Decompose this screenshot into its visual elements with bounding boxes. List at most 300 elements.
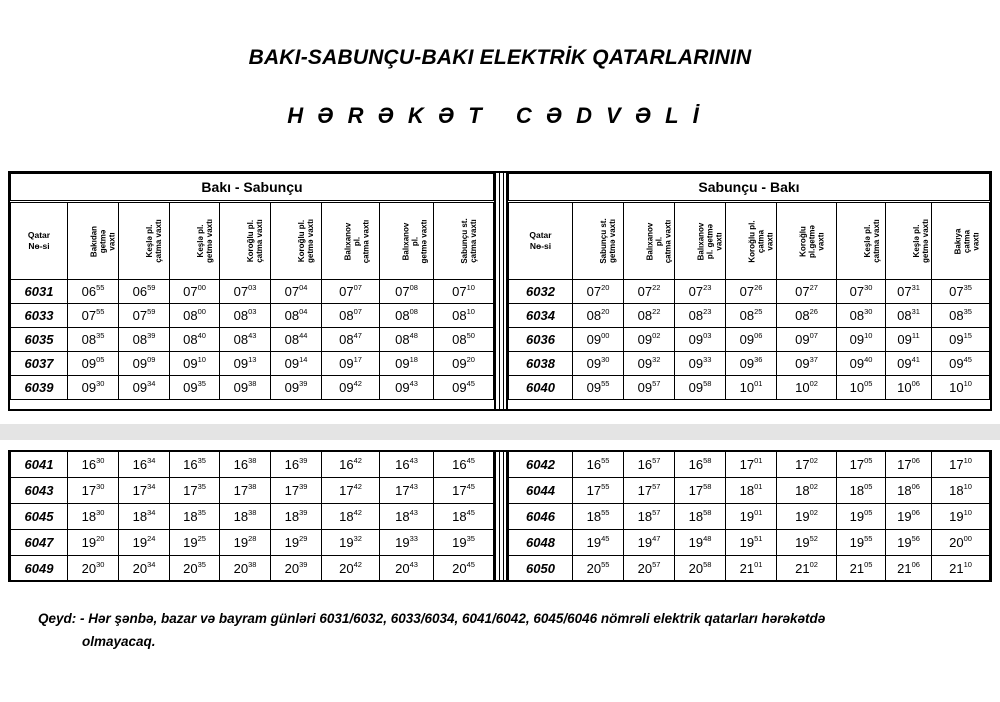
time-cell bbox=[322, 280, 380, 304]
time-cell bbox=[726, 352, 777, 376]
time-minute: 05 bbox=[864, 456, 873, 465]
time-hour: 19 bbox=[452, 535, 467, 550]
time-hour: 08 bbox=[284, 308, 300, 323]
time-minute: 03 bbox=[248, 307, 257, 316]
time-cell bbox=[220, 504, 271, 530]
time-hour: 08 bbox=[183, 308, 198, 323]
time-minute: 35 bbox=[96, 331, 105, 340]
time-hour: 09 bbox=[739, 332, 755, 347]
time-minute: 17 bbox=[353, 355, 362, 364]
time-minute: 18 bbox=[409, 355, 418, 364]
time-minute: 30 bbox=[96, 379, 105, 388]
time-hour: 10 bbox=[795, 380, 810, 395]
time-minute: 33 bbox=[409, 534, 418, 543]
column-header-label: Keşlə pl. getmə vaxtı bbox=[912, 218, 930, 264]
time-cell bbox=[777, 328, 837, 352]
column-header-label: Balıxanov pl. getmə vaxtı bbox=[696, 222, 724, 260]
column-header-label: Balıxanov pl. çatma vaxtı bbox=[343, 219, 371, 263]
time-cell bbox=[434, 478, 494, 504]
time-cell bbox=[220, 304, 271, 328]
time-minute: 26 bbox=[754, 283, 763, 292]
time-minute: 30 bbox=[96, 560, 105, 569]
time-hour: 09 bbox=[395, 356, 410, 371]
time-minute: 10 bbox=[466, 283, 475, 292]
document-title: BAKI-SABUNÇU-BAKI ELEKTRİK QATARLARININ bbox=[248, 46, 752, 69]
time-minute: 34 bbox=[147, 482, 156, 491]
time-hour: 19 bbox=[849, 535, 865, 550]
time-hour: 08 bbox=[897, 308, 912, 323]
time-minute: 55 bbox=[601, 379, 610, 388]
time-cell bbox=[726, 504, 777, 530]
time-hour: 07 bbox=[949, 284, 964, 299]
time-cell bbox=[322, 452, 380, 478]
time-cell bbox=[932, 478, 990, 504]
time-hour: 17 bbox=[81, 483, 97, 498]
footnote-continuation: olmayacaq. bbox=[82, 634, 156, 649]
time-minute: 35 bbox=[466, 534, 475, 543]
column-header bbox=[322, 202, 380, 280]
train-number: 6043 bbox=[11, 478, 68, 504]
time-cell bbox=[68, 304, 119, 328]
time-cell bbox=[726, 304, 777, 328]
time-cell bbox=[624, 556, 675, 582]
time-cell bbox=[837, 478, 886, 504]
time-cell bbox=[119, 504, 170, 530]
time-hour: 18 bbox=[849, 483, 865, 498]
time-minute: 02 bbox=[809, 560, 818, 569]
time-minute: 38 bbox=[248, 482, 257, 491]
time-cell bbox=[573, 376, 624, 400]
time-cell bbox=[675, 530, 726, 556]
time-hour: 17 bbox=[586, 483, 602, 498]
time-minute: 32 bbox=[652, 355, 661, 364]
time-cell bbox=[624, 530, 675, 556]
time-minute: 11 bbox=[911, 331, 920, 340]
time-cell bbox=[119, 376, 170, 400]
time-cell bbox=[777, 530, 837, 556]
time-minute: 55 bbox=[96, 283, 105, 292]
time-cell bbox=[675, 478, 726, 504]
time-minute: 43 bbox=[409, 482, 418, 491]
time-minute: 45 bbox=[466, 508, 475, 517]
time-hour: 19 bbox=[688, 535, 704, 550]
time-hour: 07 bbox=[688, 284, 704, 299]
column-header bbox=[624, 202, 675, 280]
time-hour: 08 bbox=[395, 332, 410, 347]
time-hour: 21 bbox=[897, 561, 912, 576]
column-header-label: Koroğlu pl. getmə vaxtı bbox=[297, 218, 315, 264]
column-header bbox=[886, 202, 932, 280]
time-hour: 20 bbox=[395, 561, 410, 576]
time-cell bbox=[119, 478, 170, 504]
time-hour: 19 bbox=[395, 535, 410, 550]
time-cell bbox=[170, 304, 220, 328]
time-hour: 17 bbox=[897, 457, 912, 472]
train-number: 6042 bbox=[509, 452, 573, 478]
column-header bbox=[119, 202, 170, 280]
time-cell bbox=[380, 352, 434, 376]
time-hour: 09 bbox=[586, 356, 602, 371]
time-cell bbox=[434, 352, 494, 376]
time-hour: 20 bbox=[586, 561, 602, 576]
time-cell bbox=[675, 352, 726, 376]
column-header-label: Koroğlu pl.getmə vaxtı bbox=[798, 224, 826, 258]
column-header bbox=[68, 202, 119, 280]
time-minute: 10 bbox=[963, 379, 972, 388]
time-minute: 05 bbox=[864, 482, 873, 491]
time-cell bbox=[886, 376, 932, 400]
table-sabuncu-baki-morning bbox=[508, 173, 990, 400]
time-hour: 07 bbox=[849, 284, 865, 299]
time-minute: 08 bbox=[409, 283, 418, 292]
time-minute: 40 bbox=[197, 331, 206, 340]
time-cell bbox=[119, 328, 170, 352]
time-hour: 09 bbox=[897, 356, 912, 371]
schedule-block-morning bbox=[8, 171, 992, 411]
time-minute: 02 bbox=[809, 456, 818, 465]
time-hour: 08 bbox=[688, 308, 704, 323]
time-minute: 01 bbox=[754, 482, 763, 491]
time-cell bbox=[170, 556, 220, 582]
time-hour: 09 bbox=[132, 356, 148, 371]
table-baki-sabuncu-evening bbox=[10, 452, 494, 582]
footnote bbox=[38, 607, 825, 653]
time-cell bbox=[573, 530, 624, 556]
time-hour: 07 bbox=[586, 284, 602, 299]
time-minute: 02 bbox=[809, 379, 818, 388]
time-hour: 19 bbox=[81, 535, 97, 550]
table-row bbox=[509, 556, 990, 582]
time-cell bbox=[886, 280, 932, 304]
train-number: 6044 bbox=[509, 478, 573, 504]
time-hour: 08 bbox=[132, 332, 148, 347]
time-cell bbox=[837, 376, 886, 400]
time-cell bbox=[220, 478, 271, 504]
time-hour: 08 bbox=[849, 308, 865, 323]
table-row bbox=[11, 280, 494, 304]
time-hour: 06 bbox=[81, 284, 97, 299]
time-minute: 06 bbox=[911, 379, 920, 388]
time-minute: 15 bbox=[963, 331, 972, 340]
time-hour: 08 bbox=[795, 308, 810, 323]
time-cell bbox=[271, 280, 322, 304]
time-minute: 05 bbox=[96, 355, 105, 364]
time-cell bbox=[573, 304, 624, 328]
time-hour: 18 bbox=[637, 509, 653, 524]
time-hour: 07 bbox=[132, 308, 148, 323]
time-cell bbox=[434, 376, 494, 400]
time-hour: 09 bbox=[795, 332, 810, 347]
time-cell bbox=[675, 304, 726, 328]
time-hour: 17 bbox=[284, 483, 300, 498]
time-cell bbox=[777, 376, 837, 400]
time-minute: 57 bbox=[652, 379, 661, 388]
table-row bbox=[509, 376, 990, 400]
time-hour: 18 bbox=[688, 509, 704, 524]
time-cell bbox=[220, 376, 271, 400]
time-cell bbox=[573, 504, 624, 530]
time-minute: 34 bbox=[147, 379, 156, 388]
table-row bbox=[509, 478, 990, 504]
time-hour: 16 bbox=[586, 457, 602, 472]
time-minute: 43 bbox=[409, 456, 418, 465]
time-minute: 10 bbox=[963, 482, 972, 491]
column-header-label: Sabunçu st. çatma vaxtı bbox=[460, 218, 478, 264]
time-minute: 07 bbox=[809, 331, 818, 340]
column-header-label: Keşlə pl. çatma vaxtı bbox=[145, 219, 163, 263]
time-cell bbox=[119, 452, 170, 478]
time-minute: 23 bbox=[703, 307, 712, 316]
time-minute: 35 bbox=[963, 283, 972, 292]
time-minute: 26 bbox=[809, 307, 818, 316]
time-hour: 08 bbox=[233, 308, 249, 323]
time-hour: 17 bbox=[688, 483, 704, 498]
time-cell bbox=[777, 478, 837, 504]
time-minute: 36 bbox=[754, 355, 763, 364]
time-hour: 09 bbox=[81, 356, 97, 371]
time-hour: 18 bbox=[452, 509, 467, 524]
table-row bbox=[509, 304, 990, 328]
table-separator bbox=[494, 452, 508, 580]
time-cell bbox=[624, 328, 675, 352]
time-minute: 57 bbox=[652, 456, 661, 465]
time-hour: 09 bbox=[849, 356, 865, 371]
time-cell bbox=[68, 280, 119, 304]
time-minute: 45 bbox=[466, 482, 475, 491]
time-hour: 09 bbox=[395, 380, 410, 395]
train-number: 6037 bbox=[11, 352, 68, 376]
time-cell bbox=[380, 504, 434, 530]
time-cell bbox=[726, 530, 777, 556]
time-minute: 28 bbox=[248, 534, 257, 543]
time-minute: 45 bbox=[466, 560, 475, 569]
time-minute: 30 bbox=[864, 307, 873, 316]
time-cell bbox=[675, 556, 726, 582]
time-cell bbox=[271, 478, 322, 504]
time-minute: 00 bbox=[963, 534, 972, 543]
time-hour: 19 bbox=[339, 535, 354, 550]
time-cell bbox=[932, 328, 990, 352]
time-hour: 21 bbox=[739, 561, 755, 576]
time-minute: 58 bbox=[703, 482, 712, 491]
time-hour: 08 bbox=[637, 308, 653, 323]
time-hour: 16 bbox=[637, 457, 653, 472]
time-minute: 42 bbox=[353, 482, 362, 491]
time-hour: 09 bbox=[284, 380, 300, 395]
time-minute: 01 bbox=[754, 560, 763, 569]
time-minute: 10 bbox=[963, 560, 972, 569]
time-minute: 58 bbox=[703, 456, 712, 465]
time-minute: 00 bbox=[197, 307, 206, 316]
train-number: 6032 bbox=[509, 280, 573, 304]
time-minute: 06 bbox=[911, 560, 920, 569]
time-cell bbox=[886, 556, 932, 582]
time-minute: 10 bbox=[466, 307, 475, 316]
time-hour: 20 bbox=[132, 561, 148, 576]
time-minute: 39 bbox=[299, 379, 308, 388]
time-hour: 09 bbox=[739, 356, 755, 371]
time-cell bbox=[271, 452, 322, 478]
time-minute: 10 bbox=[864, 331, 873, 340]
time-minute: 43 bbox=[409, 560, 418, 569]
time-minute: 58 bbox=[703, 560, 712, 569]
time-hour: 19 bbox=[284, 535, 300, 550]
time-cell bbox=[271, 376, 322, 400]
time-minute: 42 bbox=[353, 560, 362, 569]
time-cell bbox=[932, 530, 990, 556]
time-minute: 01 bbox=[754, 379, 763, 388]
time-minute: 01 bbox=[754, 508, 763, 517]
time-minute: 42 bbox=[353, 456, 362, 465]
train-number: 6031 bbox=[11, 280, 68, 304]
time-minute: 02 bbox=[809, 482, 818, 491]
time-hour: 07 bbox=[233, 284, 249, 299]
table-row bbox=[509, 352, 990, 376]
time-minute: 30 bbox=[864, 283, 873, 292]
train-number: 6034 bbox=[509, 304, 573, 328]
time-cell bbox=[886, 452, 932, 478]
time-minute: 02 bbox=[652, 331, 661, 340]
time-hour: 18 bbox=[739, 483, 755, 498]
time-cell bbox=[777, 452, 837, 478]
time-hour: 16 bbox=[284, 457, 300, 472]
time-minute: 58 bbox=[703, 508, 712, 517]
time-hour: 17 bbox=[637, 483, 653, 498]
column-header bbox=[573, 202, 624, 280]
time-hour: 19 bbox=[637, 535, 653, 550]
time-cell bbox=[434, 452, 494, 478]
time-cell bbox=[322, 478, 380, 504]
time-hour: 07 bbox=[795, 284, 810, 299]
time-cell bbox=[380, 328, 434, 352]
time-cell bbox=[68, 478, 119, 504]
time-cell bbox=[886, 504, 932, 530]
train-number: 6039 bbox=[11, 376, 68, 400]
time-cell bbox=[573, 352, 624, 376]
document-subtitle: HƏRƏKƏT CƏDVƏLİ bbox=[287, 103, 713, 128]
schedule-block-evening bbox=[8, 450, 992, 582]
time-cell bbox=[68, 452, 119, 478]
time-minute: 20 bbox=[601, 283, 610, 292]
time-cell bbox=[886, 478, 932, 504]
time-cell bbox=[886, 530, 932, 556]
time-cell bbox=[837, 352, 886, 376]
time-cell bbox=[434, 304, 494, 328]
time-hour: 10 bbox=[739, 380, 755, 395]
time-hour: 18 bbox=[284, 509, 300, 524]
time-hour: 19 bbox=[795, 509, 810, 524]
time-hour: 09 bbox=[233, 380, 249, 395]
time-cell bbox=[68, 530, 119, 556]
time-hour: 16 bbox=[339, 457, 354, 472]
time-minute: 41 bbox=[911, 355, 920, 364]
time-hour: 19 bbox=[233, 535, 249, 550]
time-hour: 16 bbox=[452, 457, 467, 472]
time-hour: 07 bbox=[637, 284, 653, 299]
table-row bbox=[11, 452, 494, 478]
time-minute: 27 bbox=[809, 283, 818, 292]
time-minute: 06 bbox=[754, 331, 763, 340]
time-minute: 35 bbox=[197, 456, 206, 465]
time-cell bbox=[932, 280, 990, 304]
time-cell bbox=[837, 452, 886, 478]
time-hour: 10 bbox=[897, 380, 912, 395]
column-header-label: Koroğlu pl. çatma vaxtı bbox=[747, 219, 775, 263]
time-hour: 09 bbox=[949, 332, 964, 347]
time-minute: 55 bbox=[601, 456, 610, 465]
time-cell bbox=[271, 556, 322, 582]
time-cell bbox=[675, 504, 726, 530]
time-cell bbox=[837, 530, 886, 556]
table-row bbox=[11, 556, 494, 582]
table-row bbox=[509, 328, 990, 352]
time-minute: 48 bbox=[409, 331, 418, 340]
column-header-label: Balıxanov pl. getmə vaxtı bbox=[401, 218, 429, 264]
time-cell bbox=[68, 352, 119, 376]
time-cell bbox=[271, 304, 322, 328]
train-number: 6048 bbox=[509, 530, 573, 556]
time-minute: 57 bbox=[652, 560, 661, 569]
time-cell bbox=[119, 352, 170, 376]
column-header bbox=[675, 202, 726, 280]
time-cell bbox=[380, 530, 434, 556]
time-cell bbox=[573, 328, 624, 352]
time-hour: 08 bbox=[284, 332, 300, 347]
time-cell bbox=[220, 280, 271, 304]
table-row bbox=[11, 376, 494, 400]
time-minute: 07 bbox=[353, 283, 362, 292]
time-cell bbox=[434, 504, 494, 530]
time-minute: 38 bbox=[248, 508, 257, 517]
time-minute: 42 bbox=[353, 379, 362, 388]
time-cell bbox=[675, 280, 726, 304]
time-cell bbox=[726, 478, 777, 504]
time-minute: 48 bbox=[703, 534, 712, 543]
time-cell bbox=[380, 376, 434, 400]
column-header-label: Keşlə pl. getmə vaxtı bbox=[196, 218, 214, 264]
time-hour: 17 bbox=[949, 457, 964, 472]
time-cell bbox=[220, 556, 271, 582]
time-cell bbox=[932, 556, 990, 582]
time-hour: 07 bbox=[452, 284, 467, 299]
time-cell bbox=[322, 530, 380, 556]
train-number: 6050 bbox=[509, 556, 573, 582]
time-minute: 43 bbox=[409, 379, 418, 388]
time-hour: 09 bbox=[81, 380, 97, 395]
time-hour: 09 bbox=[183, 356, 198, 371]
time-cell bbox=[886, 352, 932, 376]
time-minute: 32 bbox=[353, 534, 362, 543]
time-cell bbox=[886, 304, 932, 328]
time-minute: 05 bbox=[864, 508, 873, 517]
column-header bbox=[170, 202, 220, 280]
time-cell bbox=[624, 478, 675, 504]
time-cell bbox=[624, 352, 675, 376]
time-minute: 20 bbox=[96, 534, 105, 543]
time-cell bbox=[624, 376, 675, 400]
time-minute: 38 bbox=[248, 456, 257, 465]
time-hour: 08 bbox=[739, 308, 755, 323]
time-minute: 40 bbox=[864, 355, 873, 364]
time-minute: 22 bbox=[652, 283, 661, 292]
time-minute: 07 bbox=[353, 307, 362, 316]
time-hour: 10 bbox=[849, 380, 865, 395]
time-cell bbox=[119, 556, 170, 582]
time-minute: 39 bbox=[299, 482, 308, 491]
time-minute: 58 bbox=[703, 379, 712, 388]
time-minute: 38 bbox=[248, 560, 257, 569]
time-hour: 18 bbox=[183, 509, 198, 524]
